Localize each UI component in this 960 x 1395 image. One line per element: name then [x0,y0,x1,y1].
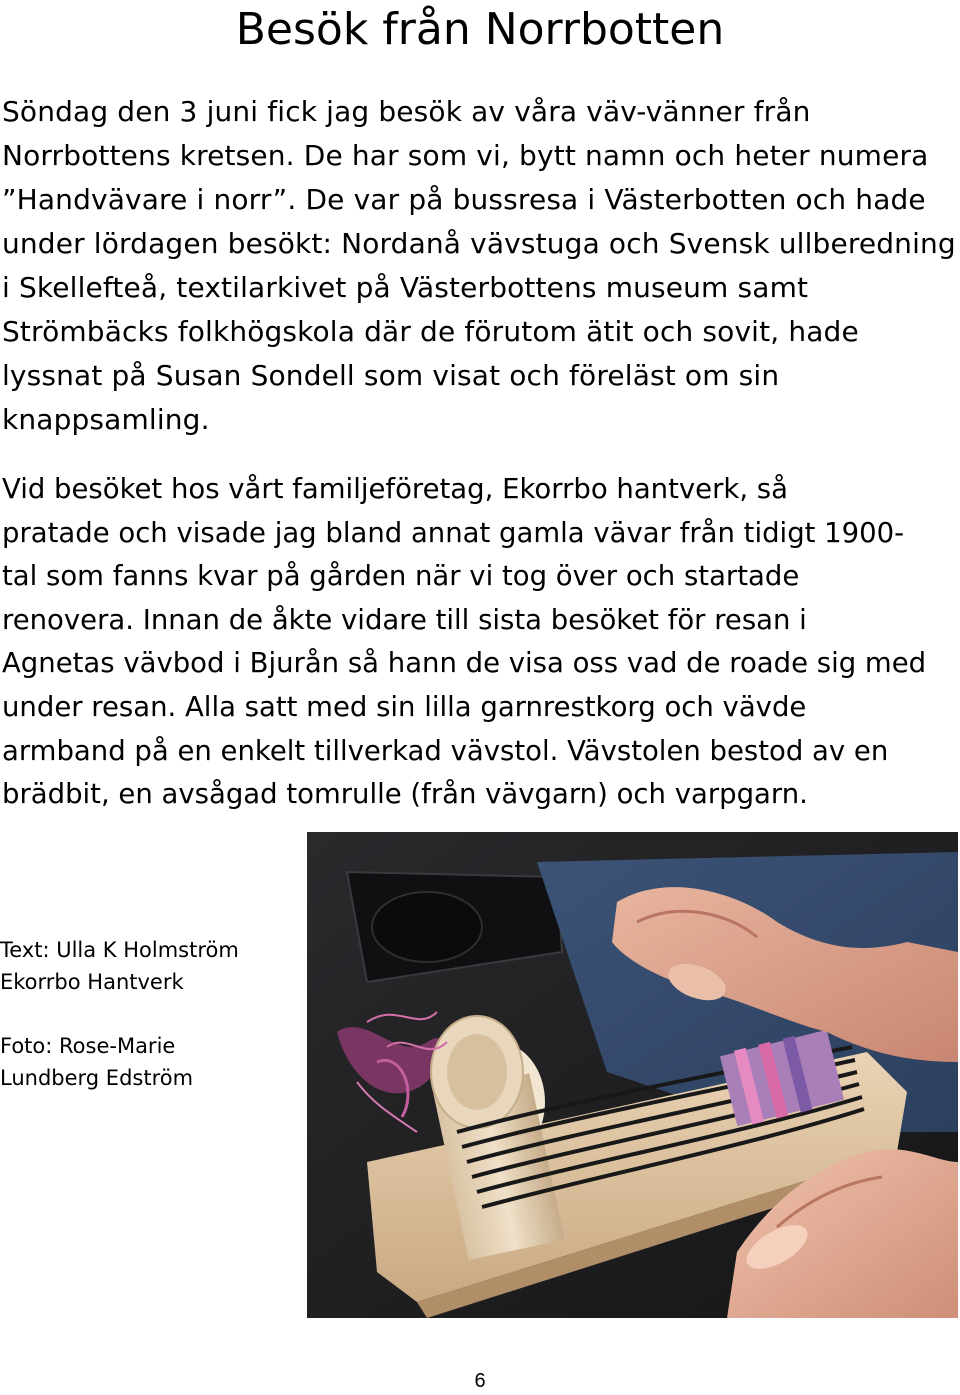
text-line: ”Handvävare i norr”. De var på bussresa i Västerbotten och hade [2,183,926,216]
weaving-photo [307,832,958,1318]
text-credit [0,934,300,998]
weaving-photo-illustration [307,832,958,1318]
text-line: i Skellefteå, textilarkivet på Västerbottens museum samt [2,271,809,304]
page-title: Besök från Norrbotten [235,4,725,55]
intro-paragraph [2,90,958,442]
text-line: Vid besöket hos vårt familjeföretag, Ekorrbo hantverk, så [2,473,788,505]
photo-credits [0,934,300,1126]
text-line: Söndag den 3 juni fick jag besök av våra väv-vänner från [2,95,811,128]
text-line: Agnetas vävbod i Bjurån så hann de visa oss vad de roade sig med [2,647,927,680]
text-line: Norrbottens kretsen. De har som vi, bytt namn och heter numera [2,139,929,172]
photo-credit-line2: Lundberg Edström [0,1066,194,1090]
visit-paragraph [2,468,958,817]
page-number: 6 [474,1370,486,1392]
text-line: Strömbäcks folkhögskola där de förutom ätit och sovit, hade [2,315,859,348]
text-credit-author: Text: Ulla K Holmström [0,938,239,962]
text-credit-company: Ekorrbo Hantverk [0,970,184,994]
text-line: lyssnat på Susan Sondell som visat och föreläst om sin [2,359,780,392]
text-line: renovera. Innan de åkte vidare till sista besöket för resan i [2,603,807,636]
text-line: under lördagen besökt: Nordanå vävstuga och Svensk ullberedning [2,227,956,260]
text-line: pratade och visade jag bland annat gamla vävar från tidigt 1900- [2,516,905,549]
text-line: brädbit, en avsågad tomrulle (från vävgarn) och varpgarn. [2,778,808,811]
photo-credit [0,1030,300,1094]
photo-credit-line1: Foto: Rose-Marie [0,1034,176,1058]
text-line: armband på en enkelt tillverkad vävstol. Vävstolen bestod av en [2,734,889,767]
text-line: tal som fanns kvar på gården när vi tog över och startade [2,560,800,593]
text-line: under resan. Alla satt med sin lilla garnrestkorg och vävde [2,690,807,723]
text-line: knappsamling. [2,403,210,436]
